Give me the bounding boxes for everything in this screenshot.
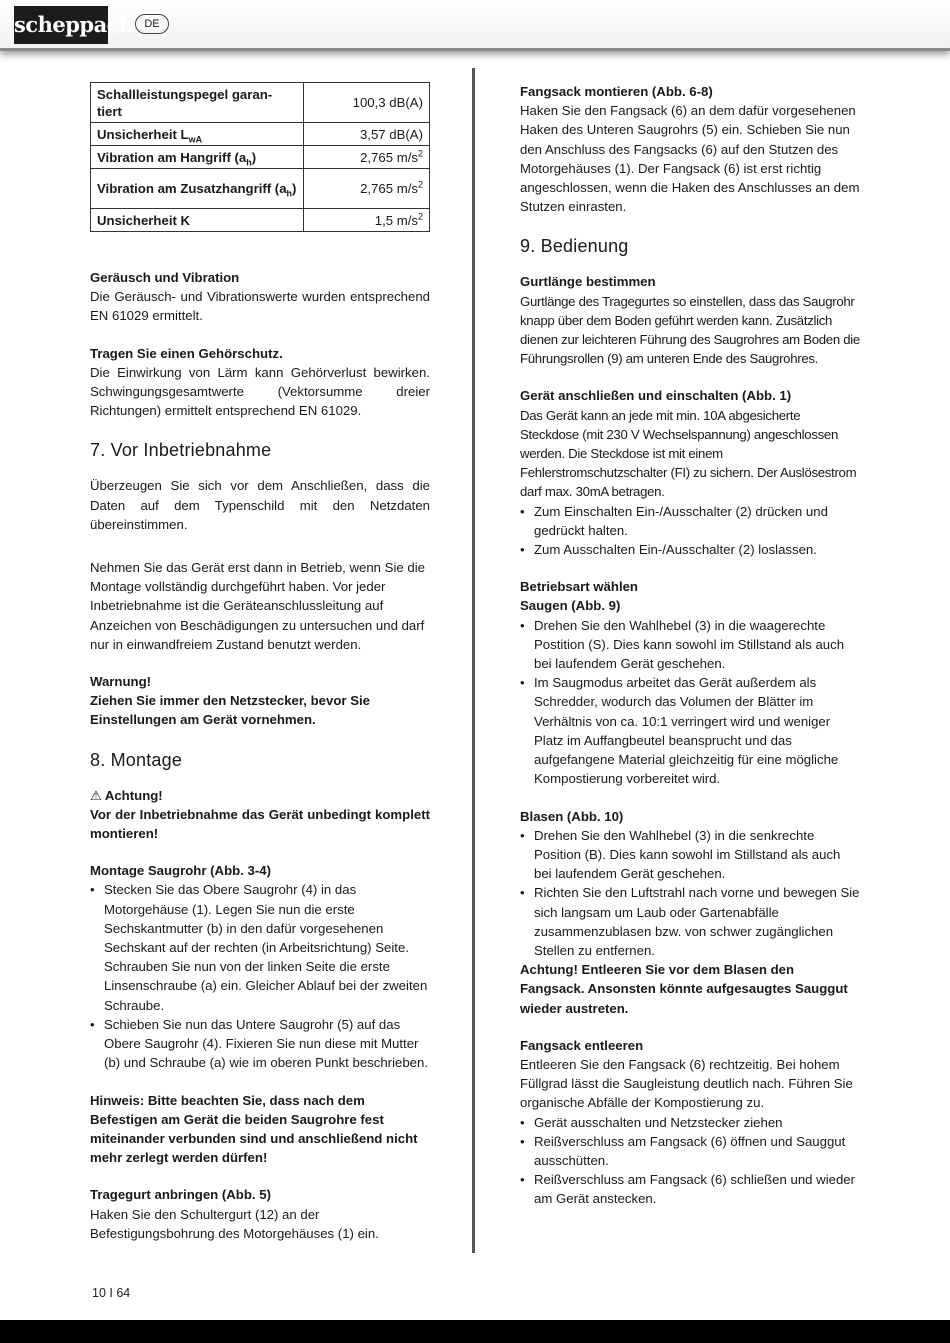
- warning-triangle-icon: ⚠: [90, 787, 102, 803]
- footer-bar: [0, 1320, 950, 1343]
- list-item: • Drehen Sie den Wahlhebel (3) in die waagerechte Postition (S). Dies kann sowohl im Stillstand als auch bei laufendem Gerät geschehen.: [520, 616, 860, 674]
- list-item: • Reißverschluss am Fangsack (6) schließen und wieder am Gerät anstecken.: [520, 1170, 860, 1208]
- table-value: 2,765 $m/s^2$: [304, 169, 430, 209]
- table-key: Vibration am Hangriff $(a_h)$: [91, 146, 304, 169]
- table-value: 100,3 dB(A): [304, 83, 430, 123]
- column-divider: [472, 68, 475, 1253]
- table-key: Vibration am Zusatzhangriff $(a_h)$: [91, 169, 304, 209]
- table-value: 2,765 $m/s^2$: [304, 146, 430, 169]
- table-row: [91, 83, 430, 123]
- suck-list: [520, 616, 860, 789]
- empty-text: Entleeren Sie den Fangsack (6) rechtzeitig. Bei hohem Füllgrad lässt die Saugleistung deutlich nach. Führen Sie organische Abfälle der Kompostierung zu.: [520, 1056, 853, 1111]
- table-row: [91, 169, 430, 209]
- belt-text: Gurtlänge des Tragegurtes so einstellen, dass das Saugrohr knapp über dem Boden geführt werden kann. Zusätzlich dienen zur leichteren Führung des Saugrohres am Boden die Führungsrollen (9) am unteren Ende des Saugrohres.: [520, 293, 860, 367]
- section-7-paragraph-1: Überzeugen Sie sich vor dem Anschließen, dass die Daten auf dem Typenschild mit den Netzdaten übereinstimmen.: [90, 478, 430, 532]
- list-item: • Zum Ausschalten Ein-/Ausschalter (2) loslassen.: [520, 540, 860, 559]
- list-item: • Schieben Sie nun das Untere Saugrohr (5) auf das Obere Saugrohr (4). Fixieren Sie nun diese mit Mutter (b) und Schraube (a) wie im oberen Punkt beschrieben.: [90, 1015, 430, 1073]
- list-item: • Stecken Sie das Obere Saugrohr (4) in das Motorgehäuse (1). Legen Sie nun die erste Sechskantmutter (b) in den dafür vorgesehenen Sechskant auf der rechten (in Arbeitsrichtung) Seite. Schrauben Sie nun von der linken Seite die erste Linsenschraube (a) ein. Gleicher Ablauf bei der zweiten Schraube.: [90, 880, 430, 1014]
- belt-title: Gurtlänge bestimmen: [520, 274, 656, 290]
- tech-data-table: [90, 82, 430, 232]
- section-7-paragraph-2: Nehmen Sie das Gerät erst dann in Betrieb, wenn Sie die Montage vollständig durchgeführt haben. Vor jeder Inbetriebnahme ist die Geräteanschlussleitung auf Anzeichen von Beschädigungen zu untersuchen und darf nur in einwandfreiem Zustand benutzt werden.: [90, 560, 426, 652]
- noise-title: Geräusch und Vibration: [90, 270, 240, 285]
- empty-list: [520, 1113, 860, 1209]
- table-key: Unsicherheit K: [91, 209, 304, 232]
- section-9-heading: 9. Bedienung: [520, 236, 629, 257]
- blow-title: Blasen (Abb. 10): [520, 808, 624, 824]
- connect-text: Das Gerät kann an jede mit min. 10A abgesicherte Steckdose (mit 230 V Wechselspannung) angeschlossen werden. Die Steckdose ist mit einem Fehlerstromschutzschalter (FI) zu sichern. Der Auslösestrom darf max. 30mA betragen.: [520, 407, 857, 500]
- section-8-heading: 8. Montage: [90, 749, 183, 770]
- strap-text: Haken Sie den Schultergurt (12) an der Befestigungsbohrung des Motorgehäuses (1) ein.: [90, 1206, 379, 1241]
- list-item: • Zum Einschalten Ein-/Ausschalter (2) drücken und gedrückt halten.: [520, 502, 860, 540]
- hearing-title: Tragen Sie einen Gehörschutz.: [90, 345, 283, 361]
- hearing-text: Die Einwirkung von Lärm kann Gehörverlust bewirken. Schwingungsgesamtwerte (Vektorsumme dreier Richtungen) ermittelt entsprechend EN 61029.: [90, 364, 430, 419]
- strap-title: Tragegurt anbringen (Abb. 5): [90, 1187, 271, 1203]
- table-row: [91, 209, 430, 232]
- bag-text: Haken Sie den Fangsack (6) an dem dafür vorgesehenen Haken des Unteren Saugrohrs (5) ein. Schieben Sie nun den Anschluss des Fangsacks (6) auf den Stutzen des Motorgehäuses (1). Der Fangsack (6) ist erst richtig angeschlossen, wenn die Haken des Anschlusses an dem Stutzen einrasten.: [520, 103, 860, 215]
- noise-text: Die Geräusch- und Vibrationswerte wurden entsprechend EN 61029 ermittelt.: [90, 289, 430, 324]
- attention-title: ⚠ Achtung!: [90, 786, 430, 805]
- list-item: • Gerät ausschalten und Netzstecker ziehen: [520, 1113, 860, 1132]
- blow-list: [520, 826, 860, 960]
- page-header: [0, 0, 950, 51]
- page-number: 10 I 64: [92, 1286, 131, 1300]
- table-value: 1,5 $m/s^2$: [304, 209, 430, 232]
- suck-title: Saugen (Abb. 9): [520, 598, 621, 614]
- table-key: Unsicherheit $L_{wA}$: [91, 123, 304, 146]
- list-item: • Drehen Sie den Wahlhebel (3) in die senkrechte Position (B). Dies kann sowohl im Stillstand als auch bei laufendem Gerät geschehen.: [520, 826, 860, 884]
- montage-list: [90, 880, 430, 1072]
- list-item: • Reißverschluss am Fangsack (6) öffnen und Sauggut ausschütten.: [520, 1132, 860, 1170]
- warning-text: Ziehen Sie immer den Netzstecker, bevor Sie Einstellungen am Gerät vornehmen.: [90, 693, 370, 728]
- warning-title: Warnung!: [90, 674, 152, 690]
- right-column: [520, 82, 860, 1209]
- left-column: [90, 82, 430, 1243]
- note-text: Hinweis: Bitte beachten Sie, dass nach dem Befestigen am Gerät die beiden Saugrohre fest miteinander verbunden sind und anschließend nicht mehr zerlegt werden dürfen!: [90, 1092, 418, 1166]
- connect-list: [520, 502, 860, 560]
- language-badge: DE: [135, 14, 169, 34]
- brand-logo: scheppach: [14, 6, 108, 44]
- mode-title: Betriebsart wählen: [520, 579, 638, 595]
- connect-title: Gerät anschließen und einschalten (Abb. 1): [520, 388, 792, 404]
- attention-text: Vor der Inbetriebnahme das Gerät unbedingt komplett montieren!: [90, 806, 430, 842]
- blow-warning: Achtung! Entleeren Sie vor dem Blasen den Fangsack. Ansonsten könnte aufgesaugtes Sauggut wieder austreten.: [520, 962, 848, 1016]
- table-row: [91, 146, 430, 169]
- montage-title: Montage Saugrohr (Abb. 3-4): [90, 863, 271, 879]
- list-item: • Im Saugmodus arbeitet das Gerät außerdem als Schredder, wodurch das Volumen der Blätter im Verhältnis von ca. 10:1 verringert wird und weniger Platz im Auffangbeutel beansprucht und das aufgefangene Material gleichzeitig für eine mögliche Kompostierung vorbereitet wird.: [520, 673, 860, 788]
- list-item: • Richten Sie den Luftstrahl nach vorne und bewegen Sie sich langsam um Laub oder Gartenabfälle zusammenzublasen bzw. von schwer zugänglichen Stellen zu entfernen.: [520, 883, 860, 960]
- table-row: [91, 123, 430, 146]
- table-key: Schallleistungspegel garan-tiert: [91, 83, 304, 123]
- section-7-heading: 7. Vor Inbetriebnahme: [90, 440, 272, 461]
- table-value: 3,57 dB(A): [304, 123, 430, 146]
- bag-title: Fangsack montieren (Abb. 6-8): [520, 84, 713, 99]
- empty-title: Fangsack entleeren: [520, 1037, 644, 1053]
